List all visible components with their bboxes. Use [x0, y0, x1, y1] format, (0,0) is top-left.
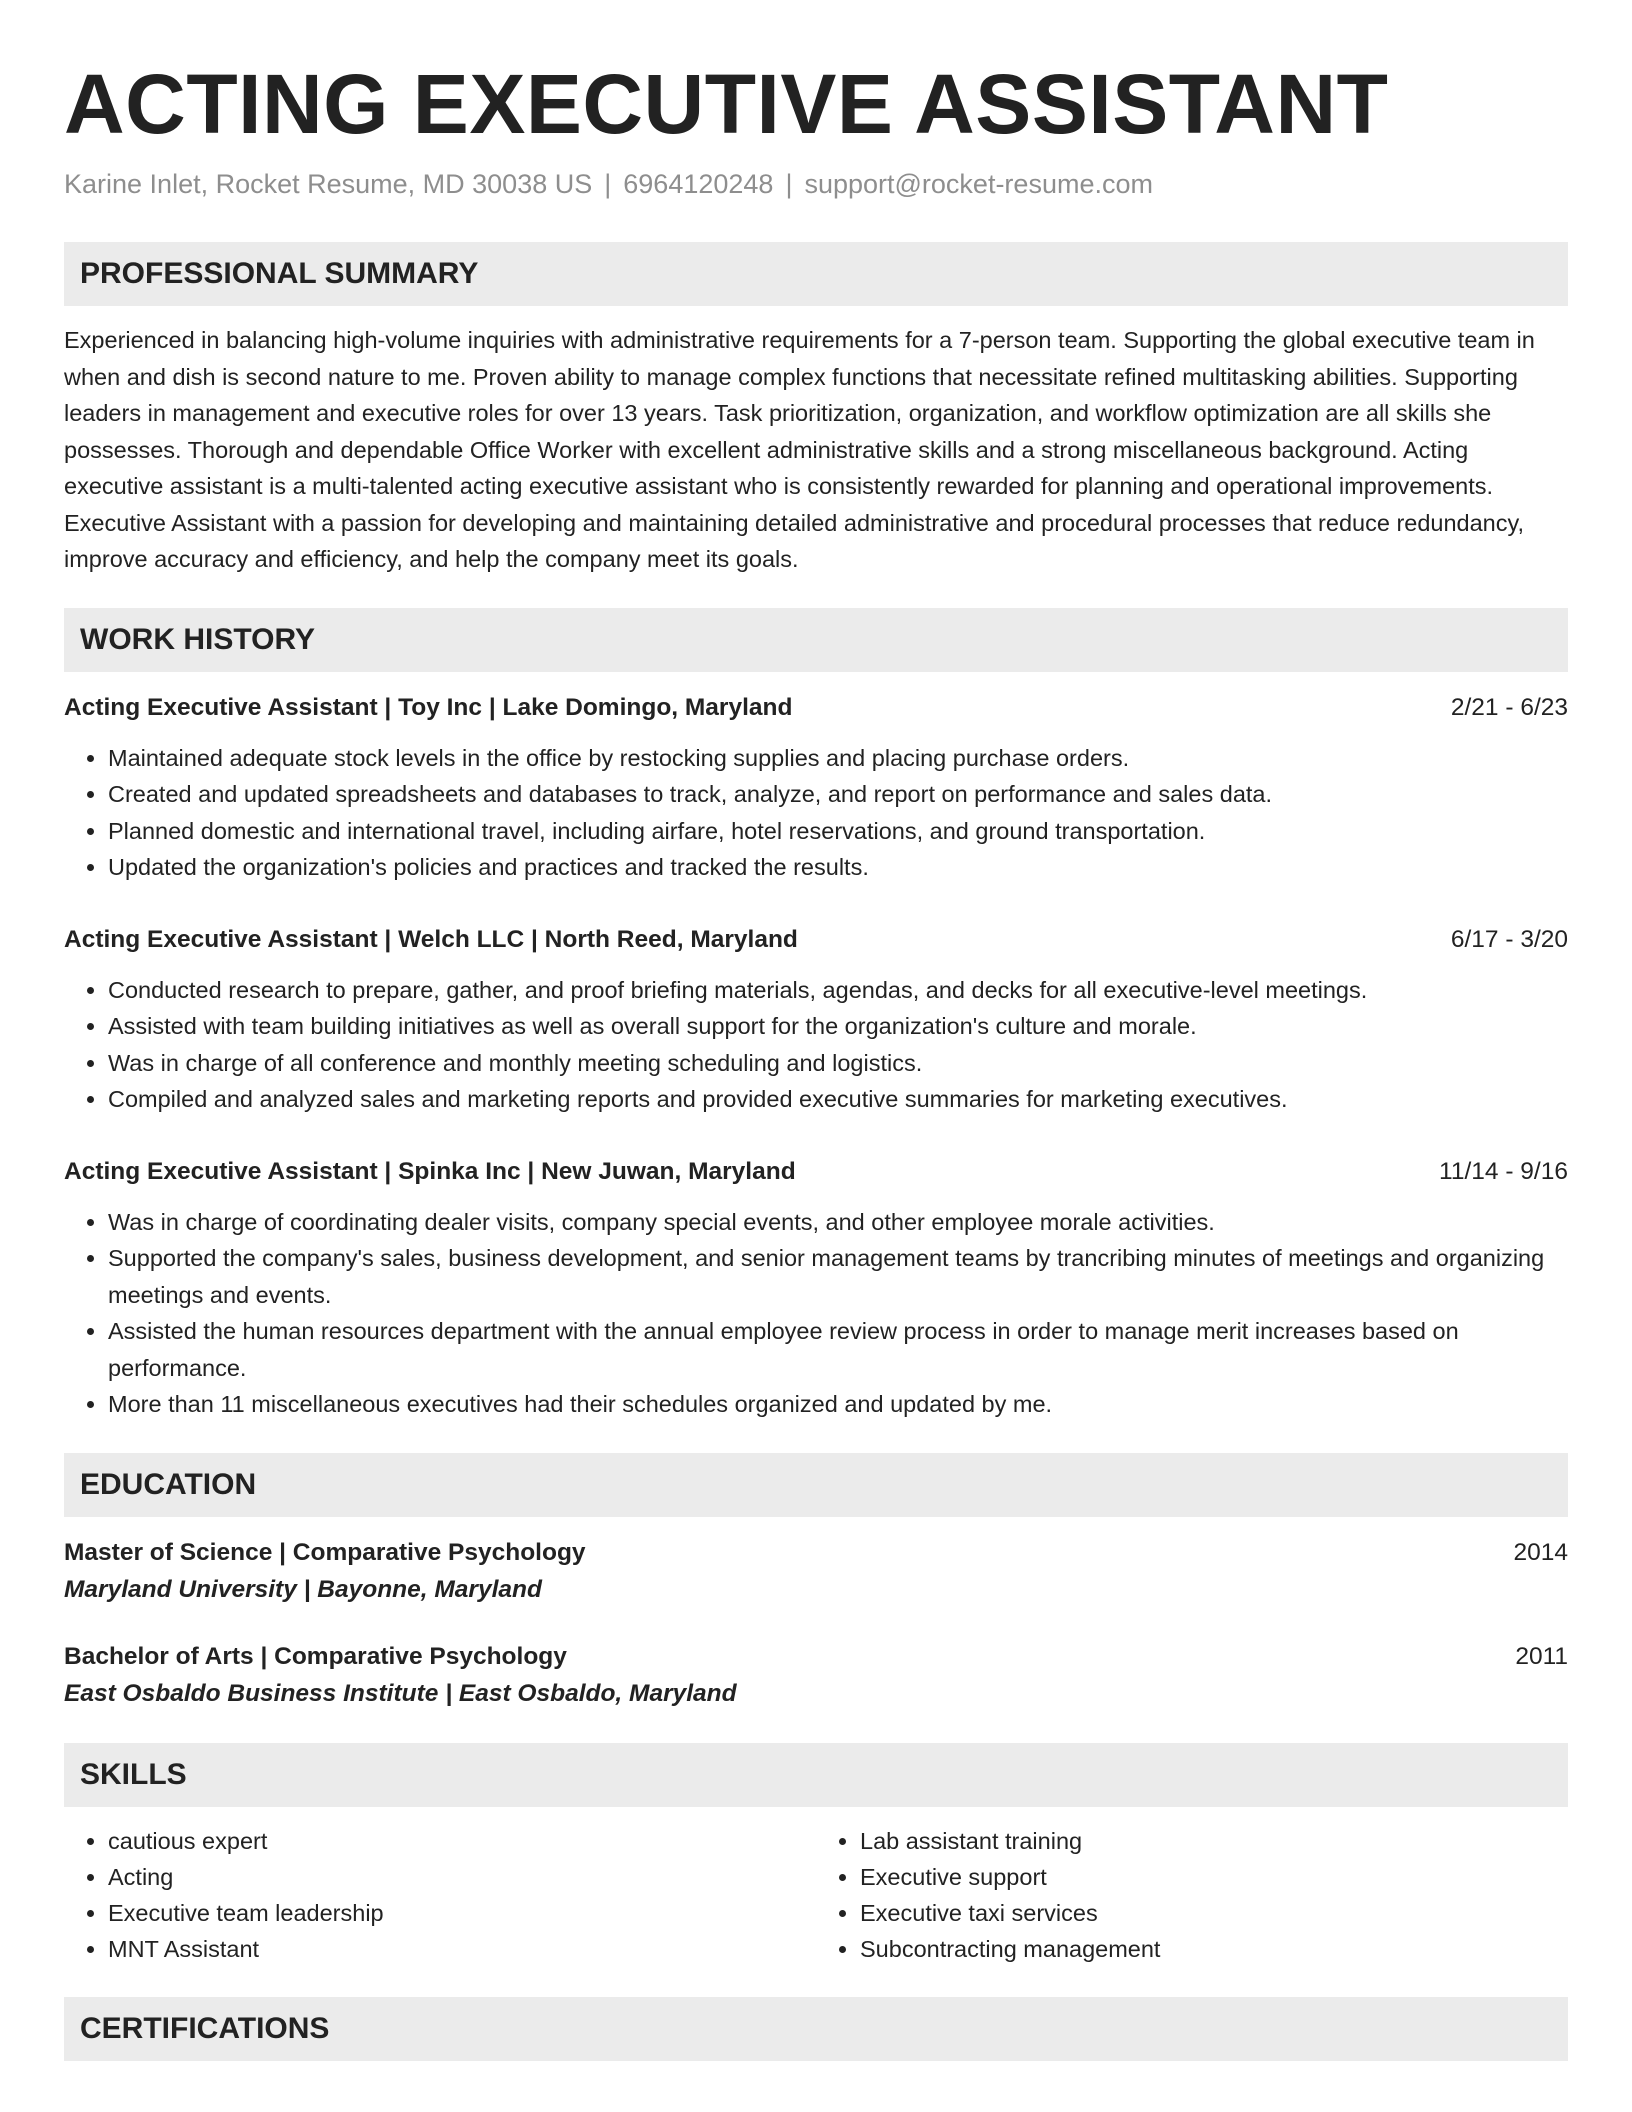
- education-entry: [64, 1639, 1568, 1713]
- graduation-year: 2014: [1513, 1538, 1568, 1566]
- job-bullet: • Conducted research to prepare, gather, and proof briefing materials, agendas, and decks for all executive-level meetings.: [108, 972, 1568, 1009]
- skill-item: • Executive team leadership: [108, 1895, 816, 1931]
- section-heading-skills: SKILLS: [64, 1743, 1568, 1807]
- job-bullets: [64, 740, 1568, 886]
- contact-phone: 6964120248: [623, 169, 774, 199]
- candidate-name: ACTING EXECUTIVE ASSISTANT: [64, 57, 1389, 151]
- job-bullet: • Updated the organization's policies and practices and tracked the results.: [108, 849, 1568, 886]
- job-bullet: • Assisted with team building initiatives as well as overall support for the organization's culture and morale.: [108, 1008, 1568, 1045]
- contact-address: Karine Inlet, Rocket Resume, MD 30038 US: [64, 169, 593, 199]
- job-bullet: • More than 11 miscellaneous executives had their schedules organized and updated by me.: [108, 1386, 1568, 1423]
- summary-text: Experienced in balancing high-volume inquiries with administrative requirements for a 7-person team. Supporting the global executive team in when and dish is second nature to me. Proven ability to manage complex functions that necessitate refined multitasking abilities. Supporting leaders in management and executive roles for over 13 years. Task prioritization, organization, and workflow optimization are all skills she possesses. Thorough and dependable Office Worker with excellent administrative skills and a strong miscellaneous background. Acting executive assistant is a multi-talented acting executive assistant who is consistently rewarded for planning and operational improvements. Executive Assistant with a passion for developing and maintaining detailed administrative and procedural processes that reduce redundancy, improve accuracy and efficiency, and help the company meet its goals.: [64, 327, 1535, 572]
- education-header: [64, 1535, 1568, 1571]
- job-bullet: • Assisted the human resources department with the annual employee review process in order to manage merit increases based on performance.: [108, 1313, 1568, 1386]
- job-entry: [64, 1154, 1568, 1423]
- job-header: [64, 690, 1568, 726]
- job-bullet: • Planned domestic and international travel, including airfare, hotel reservations, and ground transportation.: [108, 813, 1568, 850]
- job-bullet: • Maintained adequate stock levels in the office by restocking supplies and placing purchase orders.: [108, 740, 1568, 777]
- job-title: Acting Executive Assistant | Toy Inc | Lake Domingo, Maryland: [64, 693, 793, 721]
- job-bullet: • Created and updated spreadsheets and databases to track, analyze, and report on performance and sales data.: [108, 776, 1568, 813]
- job-bullet: • Compiled and analyzed sales and marketing reports and provided executive summaries for marketing executives.: [108, 1081, 1568, 1118]
- skills-grid: [64, 1823, 1568, 1967]
- job-title: Acting Executive Assistant | Welch LLC | North Reed, Maryland: [64, 925, 798, 953]
- job-bullet: • Was in charge of coordinating dealer visits, company special events, and other employee morale activities.: [108, 1204, 1568, 1241]
- job-dates: 11/14 - 9/16: [1439, 1157, 1568, 1185]
- section-heading-work-history: WORK HISTORY: [64, 608, 1568, 672]
- skill-item: • MNT Assistant: [108, 1931, 816, 1967]
- job-bullets: [64, 972, 1568, 1118]
- school: Maryland University | Bayonne, Maryland: [64, 1575, 542, 1603]
- job-entry: [64, 690, 1568, 886]
- skill-item: • cautious expert: [108, 1823, 816, 1859]
- contact-separator: |: [785, 169, 793, 199]
- contact-email: support@rocket-resume.com: [804, 169, 1153, 199]
- skill-item: • Acting: [108, 1859, 816, 1895]
- section-heading-summary: PROFESSIONAL SUMMARY: [64, 242, 1568, 306]
- education-entry: [64, 1535, 1568, 1609]
- skill-item: • Executive taxi services: [860, 1895, 1568, 1931]
- school: East Osbaldo Business Institute | East Osbaldo, Maryland: [64, 1679, 737, 1707]
- job-header: [64, 922, 1568, 958]
- job-header: [64, 1154, 1568, 1190]
- contact-separator: |: [604, 169, 612, 199]
- job-bullet: • Supported the company's sales, business development, and senior management teams by trancribing minutes of meetings and organizing meetings and events.: [108, 1240, 1568, 1313]
- skills-column-right: [816, 1823, 1568, 1967]
- skills-column-left: [64, 1823, 816, 1967]
- degree: Bachelor of Arts | Comparative Psychology: [64, 1642, 567, 1670]
- graduation-year: 2011: [1515, 1642, 1568, 1670]
- section-heading-certifications: CERTIFICATIONS: [64, 1997, 1568, 2061]
- job-title: Acting Executive Assistant | Spinka Inc | New Juwan, Maryland: [64, 1157, 796, 1185]
- job-bullets: [64, 1204, 1568, 1423]
- contact-line: [64, 166, 1568, 202]
- skill-item: • Executive support: [860, 1859, 1568, 1895]
- job-dates: 6/17 - 3/20: [1450, 925, 1568, 953]
- skill-item: • Subcontracting management: [860, 1931, 1568, 1967]
- skill-item: • Lab assistant training: [860, 1823, 1568, 1859]
- degree: Master of Science | Comparative Psychology: [64, 1538, 586, 1566]
- education-header: [64, 1639, 1568, 1675]
- job-bullet: • Was in charge of all conference and monthly meeting scheduling and logistics.: [108, 1045, 1568, 1082]
- job-entry: [64, 922, 1568, 1118]
- section-heading-education: EDUCATION: [64, 1453, 1568, 1517]
- job-dates: 2/21 - 6/23: [1450, 693, 1568, 721]
